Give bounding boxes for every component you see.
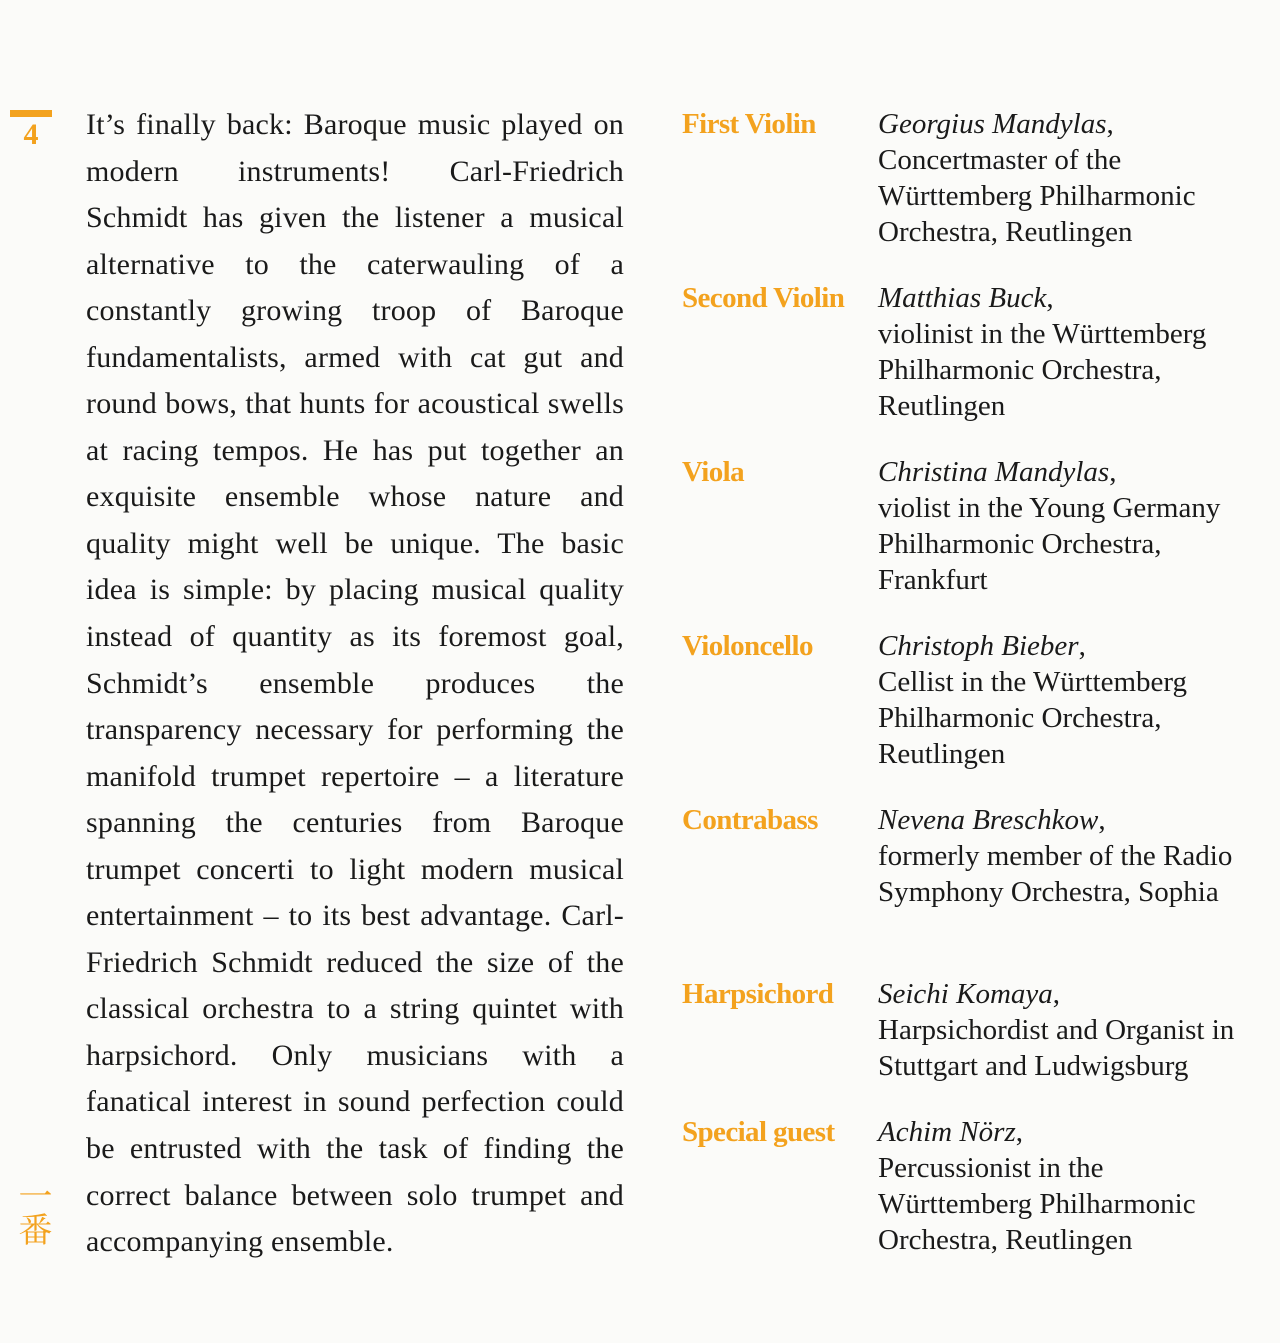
member-description: Percussionist in the Württemberg Philharmonic Orchestra, Reutlingen bbox=[878, 1152, 1196, 1256]
name-comma: , bbox=[1015, 1116, 1023, 1148]
member-description: violist in the Young Germany Philharmonic Orchestra, Frankfurt bbox=[878, 492, 1221, 596]
member-role: Second Violin bbox=[682, 282, 845, 314]
ensemble-member bbox=[682, 106, 1258, 250]
name-comma: , bbox=[1078, 630, 1086, 662]
member-name: Matthias Buck bbox=[878, 282, 1047, 314]
member-role: First Violin bbox=[682, 108, 816, 140]
page-marker-bar bbox=[10, 110, 52, 117]
name-comma: , bbox=[1052, 978, 1061, 1010]
member-description: violinist in the Württemberg Philharmonic Orchestra, Reutlingen bbox=[878, 318, 1207, 422]
ensemble-member bbox=[682, 454, 1258, 598]
member-info bbox=[878, 802, 1258, 910]
member-info bbox=[878, 454, 1258, 598]
corner-glyph: 一番 bbox=[12, 1178, 52, 1246]
name-comma: , bbox=[1098, 804, 1106, 836]
ensemble-member bbox=[682, 1114, 1258, 1258]
member-info bbox=[878, 1114, 1258, 1258]
member-role: Special guest bbox=[682, 1116, 835, 1148]
name-comma: , bbox=[1106, 108, 1114, 140]
body-text-column bbox=[86, 102, 624, 1266]
corner-glyph-mark bbox=[8, 1178, 56, 1246]
member-role: Contrabass bbox=[682, 804, 818, 836]
ensemble-member bbox=[682, 802, 1258, 910]
member-info bbox=[878, 106, 1258, 250]
page-number-marker bbox=[10, 110, 52, 151]
member-name: Achim Nörz bbox=[878, 1116, 1016, 1148]
name-comma: , bbox=[1046, 282, 1054, 314]
member-description: Cellist in the Württemberg Philharmonic Orchestra, Reutlingen bbox=[878, 666, 1188, 770]
member-name: Seichi Komaya bbox=[878, 978, 1053, 1010]
member-name: Nevena Breschkow bbox=[878, 804, 1099, 836]
member-info bbox=[878, 280, 1258, 424]
member-info bbox=[878, 976, 1258, 1084]
ensemble-member bbox=[682, 976, 1258, 1084]
ensemble-member bbox=[682, 280, 1258, 424]
member-role: Harpsichord bbox=[682, 978, 834, 1010]
ensemble-member bbox=[682, 628, 1258, 772]
member-name: Georgius Mandylas bbox=[878, 108, 1107, 140]
member-description: Harpsichordist and Organist in Stuttgart and Ludwigsburg bbox=[878, 1014, 1235, 1082]
member-name: Christoph Bieber bbox=[878, 630, 1079, 662]
name-comma: , bbox=[1109, 456, 1117, 488]
member-info bbox=[878, 628, 1258, 772]
body-paragraph: It’s finally back: Baroque music played on modern instruments! Carl-Friedrich Schmidt has given the listener a musical alternative to the caterwauling of a constantly growing troop of Baroque fundamentalists, armed with cat gut and round bows, that hunts for acoustical swells at racing tempos. He has put together an exquisite ensemble whose nature and quality might well be unique. The basic idea is simple: by placing musical quality instead of quantity as its foremost goal, Schmidt’s ensemble produces the transparency necessary for performing the manifold trumpet repertoire – a literature spanning the centuries from Baroque trumpet concerti to light modern musical entertainment – to its best advantage. Carl-Friedrich Schmidt reduced the size of the classical orchestra to a string quintet with harpsichord. Only musicians with a fanatical interest in sound perfection could be entrusted with the task of finding the correct balance between solo trumpet and accompanying ensemble. bbox=[86, 108, 624, 1259]
member-description: Concertmaster of the Württemberg Philharmonic Orchestra, Reutlingen bbox=[878, 144, 1196, 248]
member-description: formerly member of the Radio Symphony Orchestra, Sophia bbox=[878, 840, 1233, 908]
member-role: Viola bbox=[682, 456, 744, 488]
member-role: Violoncello bbox=[682, 630, 813, 662]
member-name: Christina Mandylas bbox=[878, 456, 1110, 488]
page-number: 4 bbox=[23, 118, 39, 151]
